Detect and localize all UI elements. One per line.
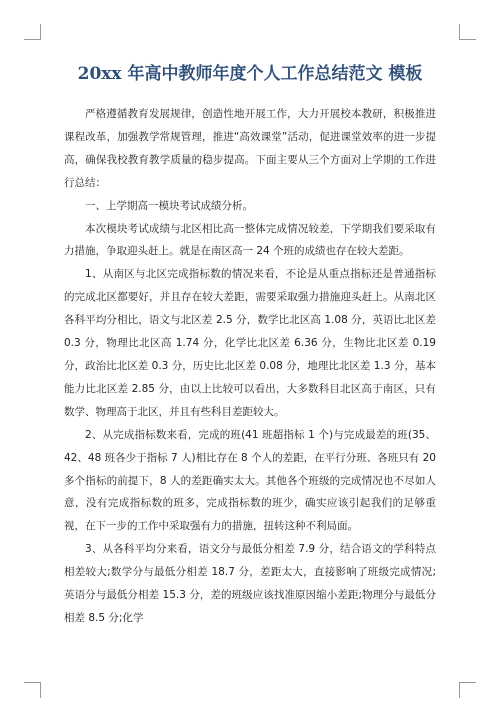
paragraph-intro: 严格遵循教育发展规律，创造性地开展工作，大力开展校本教研，积极推进课程改革，加强教学常规管理，推进“高效课堂”活动，促进课堂效率的进一步提高，确保我校教育教学质量的稳步提高。下面主要从三个方面对上学期的工作进行总结： [64,108,436,189]
crop-mark-bottom-left [24,682,40,683]
crop-mark-top-left [40,24,41,40]
section-heading: 一、上学期高一模块考试成绩分析。 [85,199,253,212]
crop-mark-top-right [459,24,460,40]
crop-mark-top-right [460,39,476,40]
crop-mark-top-left [24,39,40,40]
paragraph: 2、从完成指标数来看，完成的班(41 班超指标 1 个)与完成最差的班(35、42、48 班各少于指标 7 人)相比存在 8 个人的差距，在平行分班、各班只有 20 多个指标的前提下，8 人的差距确实太大。其他各个班级的完成情况也不尽如人意，没有完成指标数的班多，完成指标数的班少，确实应该引起我们的足够重视，在下一步的工作中采取强有力的措施，扭转这种不利局面。 [64,428,436,533]
document-body [64,103,436,630]
paragraph: 1、从南区与北区完成指标数的情况来看，不论是从重点指标还是普通指标的完成北区都要好，并且存在较大差距，需要采取强力措施迎头赶上。从南北区各科平均分相比，语文与北区差 2.5 分，数学比北区高 1.08 分，英语比北区差 0.3 分，物理比北区高 1.74 分，化学比北区差 6.36 分，生物比北区差 0.19 分，政治比北区差 0.3 分，历史比北区差 0.08 分，地理比北区差 1.3 分，基本能力比北区差 2.85 分，由以上比较可以看出，大多数科目北区高于南区，只有数学、物理高于北区，并且有些科目差距较大。 [64,268,436,418]
crop-mark-bottom-right [459,682,460,698]
crop-mark-bottom-right [460,682,476,683]
crop-mark-bottom-left [40,682,41,698]
document-title: 20xx 年高中教师年度个人工作总结范文 模板 [77,64,423,84]
paragraph: 3、从各科平均分来看，语文分与最低分相差 7.9 分，结合语文的学科特点相差较大;数学分与最低分相差 18.7 分，差距太大，直接影响了班级完成情况;英语分与最低分相差 15.3 分，差的班级应该找准原因缩小差距;物理分与最低分相差 8.5 分;化学 [64,543,436,624]
paragraph: 本次模块考试成绩与北区相比高一整体完成情况较差，下学期我们要采取有力措施，争取迎头赶上。就是在南区高一 24 个班的成绩也存在较大差距。 [64,222,436,258]
